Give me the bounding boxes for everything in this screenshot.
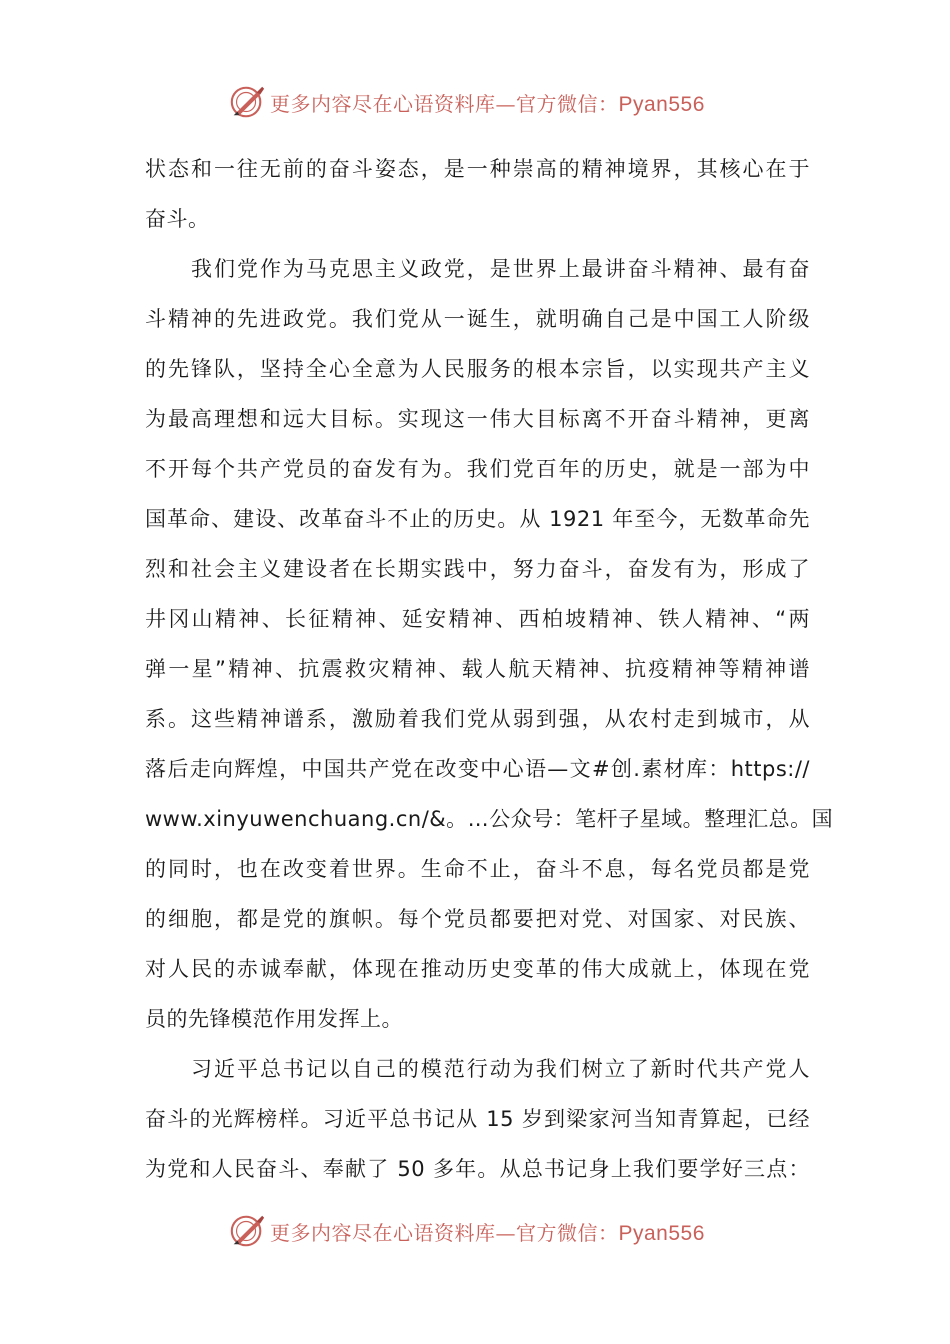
pen-logo-icon bbox=[228, 83, 266, 121]
footer-banner-text bbox=[270, 1217, 705, 1246]
header-banner bbox=[228, 82, 748, 122]
text-line: 习近平总书记以自己的模范行动为我们树立了新时代共产党人 bbox=[191, 1057, 810, 1081]
text-line: 的同时，也在改变着世界。生命不止，奋斗不息，每名党员都是党 bbox=[145, 857, 810, 881]
footer-banner-label: 更多内容尽在心语资料库—官方微信： bbox=[270, 1220, 619, 1245]
text-line: 井冈山精神、长征精神、延安精神、西柏坡精神、铁人精神、“两 bbox=[145, 607, 810, 631]
text-line: 奋斗。 bbox=[145, 207, 210, 231]
text-line: 状态和一往无前的奋斗姿态，是一种崇高的精神境界，其核心在于 bbox=[145, 157, 810, 181]
text-line: 国革命、建设、改革奋斗不止的历史。从 1921 年至今，无数革命先 bbox=[145, 507, 810, 531]
header-banner-text bbox=[270, 88, 705, 117]
text-line: 系。这些精神谱系，激励着我们党从弱到强，从农村走到城市，从 bbox=[145, 707, 810, 731]
text-line: 的细胞，都是党的旗帜。每个党员都要把对党、对国家、对民族、 bbox=[145, 907, 810, 931]
pen-logo-icon bbox=[228, 1212, 266, 1250]
text-line: 不开每个共产党员的奋发有为。我们党百年的历史，就是一部为中 bbox=[145, 457, 810, 481]
text-line: 员的先锋模范作用发挥上。 bbox=[145, 1007, 403, 1031]
header-banner-label: 更多内容尽在心语资料库—官方微信： bbox=[270, 91, 619, 116]
header-banner-id: Pyan556 bbox=[618, 92, 705, 116]
text-line: 为党和人民奋斗、奉献了 50 多年。从总书记身上我们要学好三点： bbox=[145, 1157, 810, 1181]
text-line: www.xinyuwenchuang.cn/&。…公众号：笔杆子星域。整理汇总。国 bbox=[145, 807, 834, 831]
text-line: 奋斗的光辉榜样。习近平总书记从 15 岁到梁家河当知青算起，已经 bbox=[145, 1107, 810, 1131]
text-line: 弹一星”精神、抗震救灾精神、载人航天精神、抗疫精神等精神谱 bbox=[145, 657, 810, 681]
text-line: 的先锋队，坚持全心全意为人民服务的根本宗旨，以实现共产主义 bbox=[145, 357, 810, 381]
document-body bbox=[145, 144, 834, 1194]
footer-banner-id: Pyan556 bbox=[618, 1221, 705, 1245]
text-line: 我们党作为马克思主义政党，是世界上最讲奋斗精神、最有奋 bbox=[191, 257, 810, 281]
text-line: 为最高理想和远大目标。实现这一伟大目标离不开奋斗精神，更离 bbox=[145, 407, 810, 431]
text-line: 落后走向辉煌，中国共产党在改变中心语—文#创.素材库：https:// bbox=[145, 757, 810, 781]
text-line: 烈和社会主义建设者在长期实践中，努力奋斗，奋发有为，形成了 bbox=[145, 557, 810, 581]
text-line: 对人民的赤诚奉献，体现在推动历史变革的伟大成就上，体现在党 bbox=[145, 957, 810, 981]
footer-banner bbox=[228, 1211, 748, 1251]
text-line: 斗精神的先进政党。我们党从一诞生，就明确自己是中国工人阶级 bbox=[145, 307, 810, 331]
